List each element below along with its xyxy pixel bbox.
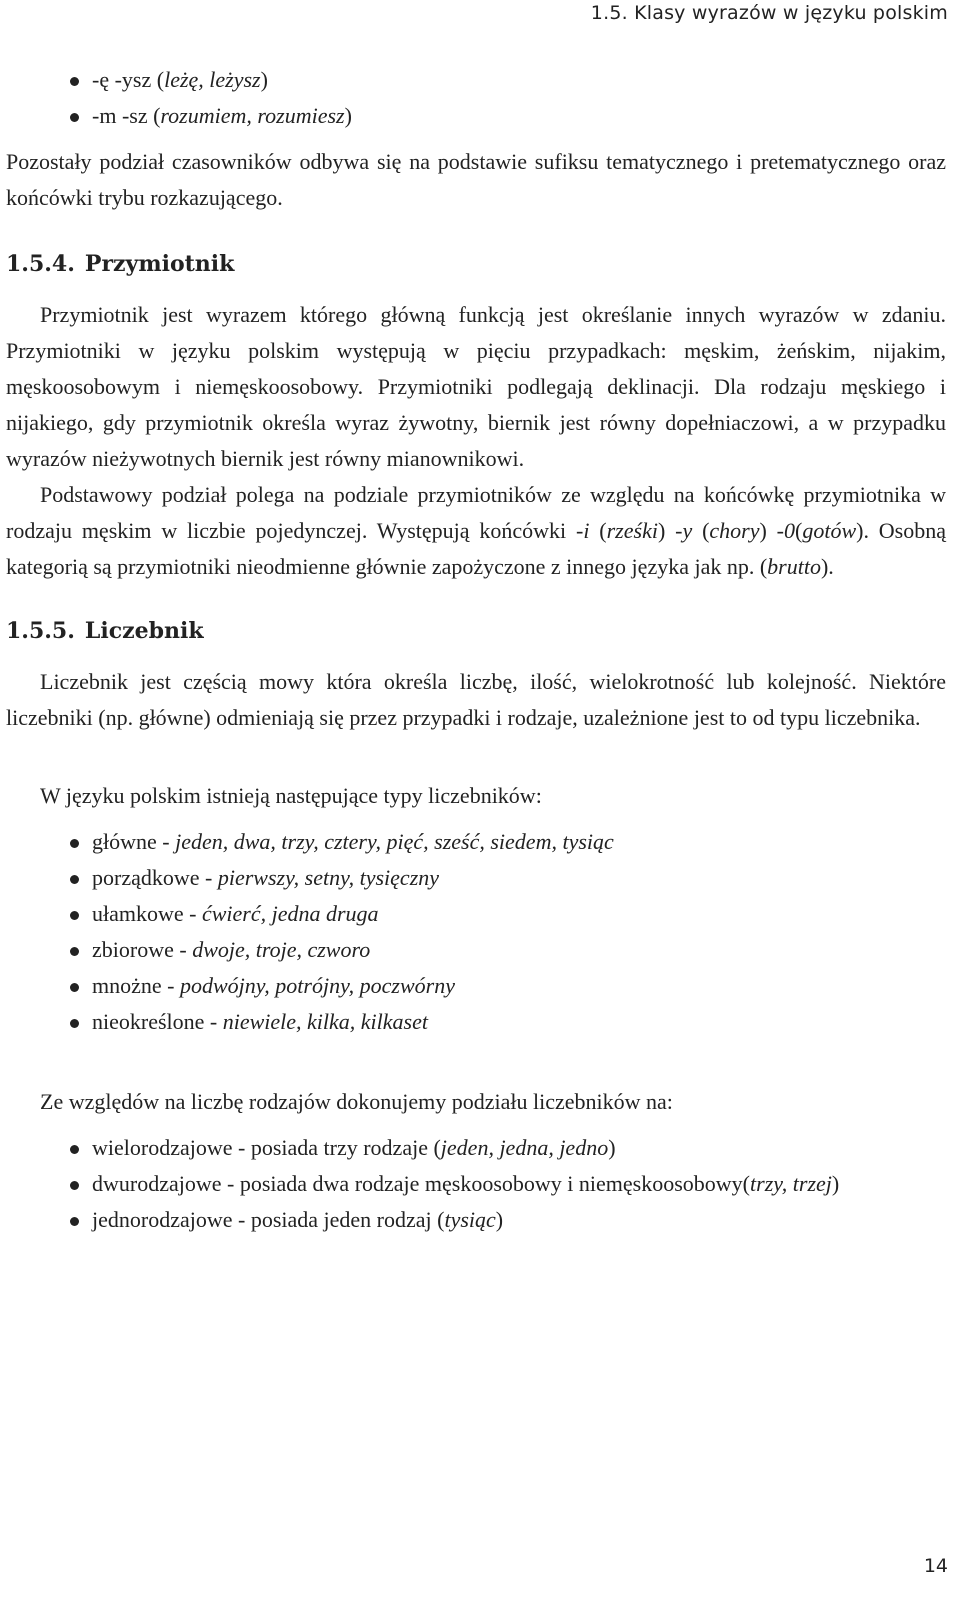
list-item: wielorodzajowe - posiada trzy rodzaje (jeden, jedna, jedno): [6, 1130, 946, 1166]
list-item: dwurodzajowe - posiada dwa rodzaje męskoosobowy i niemęskoosobowy(trzy, trzej): [6, 1166, 946, 1202]
verb-ending-list: [6, 62, 946, 134]
bullet-icon: [70, 1181, 79, 1190]
bullet-icon: [70, 113, 79, 122]
bullet-icon: [70, 875, 79, 884]
bullet-icon: [70, 947, 79, 956]
bullet-icon: [70, 983, 79, 992]
adjective-paragraph-2: Podstawowy podział polega na podziale przymiotników ze względu na końcówkę przymiotnika w rodzaju męskim w liczbie pojedynczej. Występują końcówki -i (rześki) -y (chory) -0(gotów). Osobną kategorią są przymiotniki nieodmienne głównie zapożyczone z innego języka jak np. (brutto).: [6, 482, 947, 579]
adjective-paragraph-1: Przymiotnik jest wyrazem którego główną funkcją jest określanie innych wyrazów w zdaniu. Przymiotniki w języku polskim występują w pięciu przypadkach: męskim, żeńskim, nijakim, męskoosobowym i niemęskoosobowy. Przymiotniki podlegają deklinacji. Dla rodzaju męskiego i nijakiego, gdy przymiotnik określa wyraz żywotny, biernik jest równy dopełniaczowi, a w przypadku wyrazów nieżywotnych biernik jest równy mianownikowi.: [6, 302, 946, 471]
list-item: nieokreślone - niewiele, kilka, kilkaset: [6, 1004, 946, 1040]
list-item: -ę -ysz (leżę, leżysz): [6, 62, 946, 98]
page-number: 14: [923, 1555, 948, 1577]
running-header: 1.5. Klasy wyrazów w języku polskim: [590, 2, 948, 24]
bullet-icon: [70, 839, 79, 848]
page-content: [6, 62, 946, 1238]
numeral-paragraph-1: Liczebnik jest częścią mowy która określa liczbę, ilość, wielokrotność lub kolejność. Niektóre liczebniki (np. główne) odmieniają się przez przypadki i rodzaje, uzależnione jest to od typu liczebnika.: [6, 669, 946, 730]
numeral-gender-list: [6, 1130, 946, 1238]
numeral-gender-intro: Ze względów na liczbę rodzajów dokonujemy podziału liczebników na:: [40, 1089, 673, 1114]
list-item: jednorodzajowe - posiada jeden rodzaj (tysiąc): [6, 1202, 946, 1238]
list-item: główne - jeden, dwa, trzy, cztery, pięć, sześć, siedem, tysiąc: [6, 824, 946, 860]
list-item: mnożne - podwójny, potrójny, poczwórny: [6, 968, 946, 1004]
section-heading-przymiotnik: 1.5.4. Przymiotnik: [6, 251, 235, 277]
list-item: porządkowe - pierwszy, setny, tysięczny: [6, 860, 946, 896]
numeral-types-intro: W języku polskim istnieją następujące typy liczebników:: [40, 783, 542, 808]
list-item: ułamkowe - ćwierć, jedna druga: [6, 896, 946, 932]
verb-paragraph: Pozostały podział czasowników odbywa się na podstawie sufiksu tematycznego i pretematycznego oraz końcówki trybu rozkazującego.: [6, 149, 946, 210]
numeral-types-list: [6, 824, 946, 1040]
bullet-icon: [70, 1217, 79, 1226]
section-heading-liczebnik: 1.5.5. Liczebnik: [6, 618, 204, 644]
bullet-icon: [70, 77, 79, 86]
list-item: zbiorowe - dwoje, troje, czworo: [6, 932, 946, 968]
bullet-icon: [70, 1145, 79, 1154]
bullet-icon: [70, 1019, 79, 1028]
bullet-icon: [70, 911, 79, 920]
list-item: -m -sz (rozumiem, rozumiesz): [6, 98, 946, 134]
